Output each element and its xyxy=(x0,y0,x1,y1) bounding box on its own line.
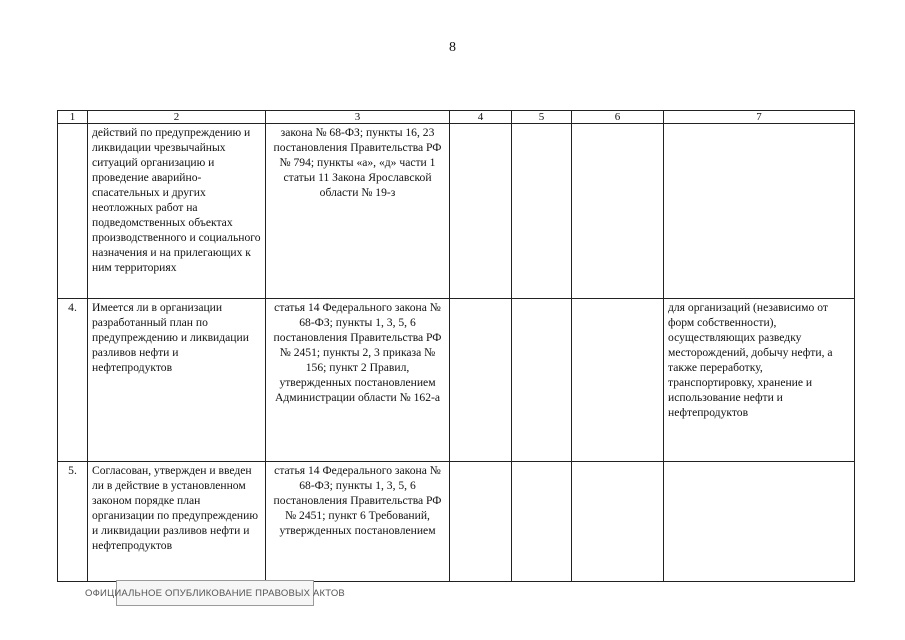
row-question: действий по предупреждению и ликвидации чрезвычайных ситуаций организацию и проведение аварийно-спасательных и других неотложных работ на подведомственных объектах производственного и социального назначения и на прилегающих к ним территориях xyxy=(88,124,266,299)
row-col-4 xyxy=(450,462,512,582)
row-col-5 xyxy=(512,299,572,462)
row-col-4 xyxy=(450,124,512,299)
table-row xyxy=(58,299,855,462)
row-col-6 xyxy=(572,124,664,299)
row-legal-basis: статья 14 Федерального закона № 68-ФЗ; пункты 1, 3, 5, 6 постановления Правительства РФ № 2451; пункт 6 Требований, утвержденных постановлением xyxy=(266,462,450,582)
row-question: Имеется ли в организации разработанный план по предупреждению и ликвидации разливов нефти и нефтепродуктов xyxy=(88,299,266,462)
publication-stamp: ОФИЦИАЛЬНОЕ ОПУБЛИКОВАНИЕ ПРАВОВЫХ АКТОВ xyxy=(116,580,314,606)
row-col-5 xyxy=(512,124,572,299)
row-note: для организаций (независимо от форм собственности), осуществляющих разведку месторождений, добычу нефти, а также переработку, транспортировку, хранение и использование нефти и нефтепродуктов xyxy=(664,299,855,462)
row-legal-basis: статья 14 Федерального закона № 68-ФЗ; пункты 1, 3, 5, 6 постановления Правительства РФ № 2451; пункты 2, 3 приказа № 156; пункт 2 Правил, утвержденных постановлением Администрации области № 162-а xyxy=(266,299,450,462)
header-col-2: 2 xyxy=(88,111,266,124)
row-note xyxy=(664,124,855,299)
table-header-row xyxy=(58,111,855,124)
inspection-checklist-table xyxy=(57,110,855,582)
header-col-6: 6 xyxy=(572,111,664,124)
row-col-6 xyxy=(572,299,664,462)
header-col-4: 4 xyxy=(450,111,512,124)
row-number: 5. xyxy=(58,462,88,582)
table-row xyxy=(58,124,855,299)
header-col-5: 5 xyxy=(512,111,572,124)
row-number xyxy=(58,124,88,299)
row-legal-basis: закона № 68-ФЗ; пункты 16, 23 постановления Правительства РФ № 794; пункты «а», «д» части 1 статьи 11 Закона Ярославской области № 19-з xyxy=(266,124,450,299)
row-col-5 xyxy=(512,462,572,582)
row-col-6 xyxy=(572,462,664,582)
header-col-7: 7 xyxy=(664,111,855,124)
row-col-4 xyxy=(450,299,512,462)
row-number: 4. xyxy=(58,299,88,462)
header-col-1: 1 xyxy=(58,111,88,124)
row-note xyxy=(664,462,855,582)
row-question: Согласован, утвержден и введен ли в действие в установленном законом порядке план организации по предупреждению и ликвидации разливов нефти и нефтепродуктов xyxy=(88,462,266,582)
page-number: 8 xyxy=(449,40,456,55)
header-col-3: 3 xyxy=(266,111,450,124)
table-row xyxy=(58,462,855,582)
